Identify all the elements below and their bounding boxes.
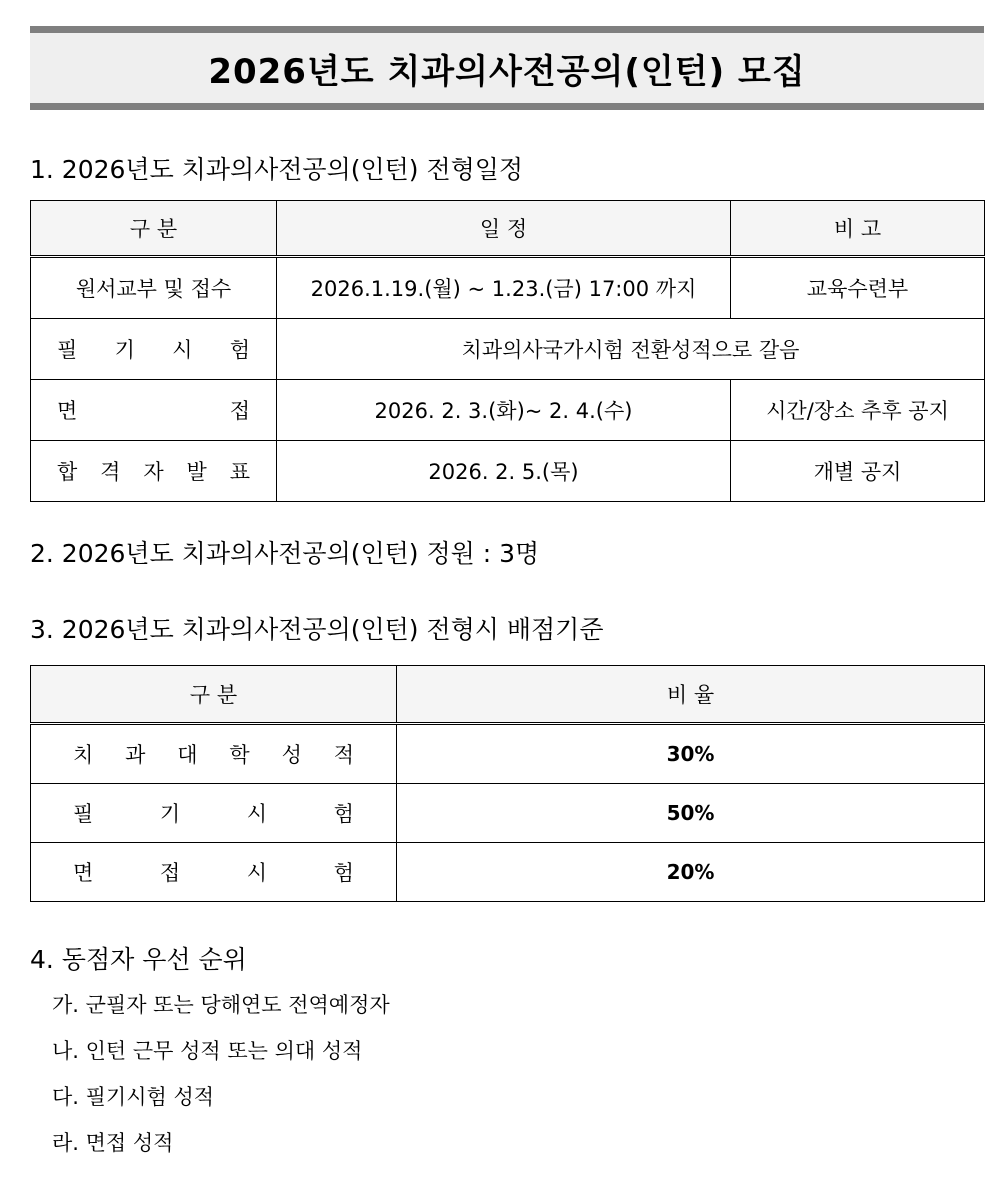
header-category: 구 분 [31, 201, 277, 257]
row-schedule: 2026. 2. 3.(화)~ 2. 4.(수) [277, 380, 731, 441]
row-note: 개별 공지 [731, 441, 985, 502]
table-row [31, 724, 985, 784]
row-note: 교육수련부 [731, 257, 985, 319]
row-ratio: 20% [397, 843, 985, 902]
label-char: 적 [333, 743, 354, 767]
label-char: 험 [333, 802, 354, 826]
label-char: 기 [159, 802, 181, 826]
label-char: 합 [57, 460, 78, 484]
title-banner [30, 26, 984, 110]
row-schedule: 치과의사국가시험 전환성적으로 갈음 [277, 319, 985, 380]
scoring-header-row [31, 666, 985, 724]
table-row [31, 843, 985, 902]
list-item: 다. 필기시험 성적 [52, 1085, 215, 1109]
row-label [31, 724, 397, 784]
label-char: 기 [114, 338, 135, 362]
label-char: 험 [229, 338, 250, 362]
label-char: 표 [229, 460, 250, 484]
label-char: 시 [246, 861, 268, 885]
label-char: 접 [159, 861, 181, 885]
label-char: 필 [57, 338, 78, 362]
section2-heading: 2. 2026년도 치과의사전공의(인턴) 정원 : 3명 [30, 539, 540, 568]
table-row [31, 319, 985, 380]
label-char: 시 [246, 802, 268, 826]
label-char: 접 [229, 399, 250, 423]
row-ratio: 30% [397, 724, 985, 784]
label-char: 성 [281, 743, 302, 767]
list-item: 나. 인턴 근무 성적 또는 의대 성적 [52, 1039, 363, 1063]
row-label [31, 784, 397, 843]
label-char: 필 [73, 802, 94, 826]
row-label [31, 319, 277, 380]
list-item: 가. 군필자 또는 당해연도 전역예정자 [52, 993, 390, 1017]
schedule-header-row [31, 201, 985, 257]
table-row [31, 380, 985, 441]
label-char: 대 [177, 743, 198, 767]
row-schedule: 2026.1.19.(월) ~ 1.23.(금) 17:00 까지 [277, 257, 731, 319]
section3-heading: 3. 2026년도 치과의사전공의(인턴) 전형시 배점기준 [30, 615, 604, 644]
row-label [31, 441, 277, 502]
row-label [31, 380, 277, 441]
label-char: 시 [172, 338, 193, 362]
row-label: 원서교부 및 접수 [31, 257, 277, 319]
page-title: 2026년도 치과의사전공의(인턴) 모집 [208, 51, 806, 92]
table-row [31, 257, 985, 319]
row-ratio: 50% [397, 784, 985, 843]
section1-heading: 1. 2026년도 치과의사전공의(인턴) 전형일정 [30, 155, 524, 184]
table-row [31, 784, 985, 843]
header-category: 구 분 [31, 666, 397, 724]
row-schedule: 2026. 2. 5.(목) [277, 441, 731, 502]
label-char: 과 [125, 743, 146, 767]
header-note: 비 고 [731, 201, 985, 257]
label-char: 면 [73, 861, 94, 885]
header-schedule: 일 정 [277, 201, 731, 257]
header-ratio: 비 율 [397, 666, 985, 724]
row-label [31, 843, 397, 902]
label-char: 자 [143, 460, 164, 484]
label-char: 격 [100, 460, 121, 484]
label-char: 면 [57, 399, 78, 423]
table-row [31, 441, 985, 502]
row-note: 시간/장소 추후 공지 [731, 380, 985, 441]
label-char: 발 [186, 460, 207, 484]
tiebreak-list [52, 990, 390, 1174]
section4-heading: 4. 동점자 우선 순위 [30, 945, 247, 974]
label-char: 치 [73, 743, 94, 767]
scoring-table [30, 665, 985, 902]
label-char: 학 [229, 743, 250, 767]
label-char: 험 [333, 861, 354, 885]
schedule-table [30, 200, 985, 502]
list-item: 라. 면접 성적 [52, 1131, 174, 1155]
